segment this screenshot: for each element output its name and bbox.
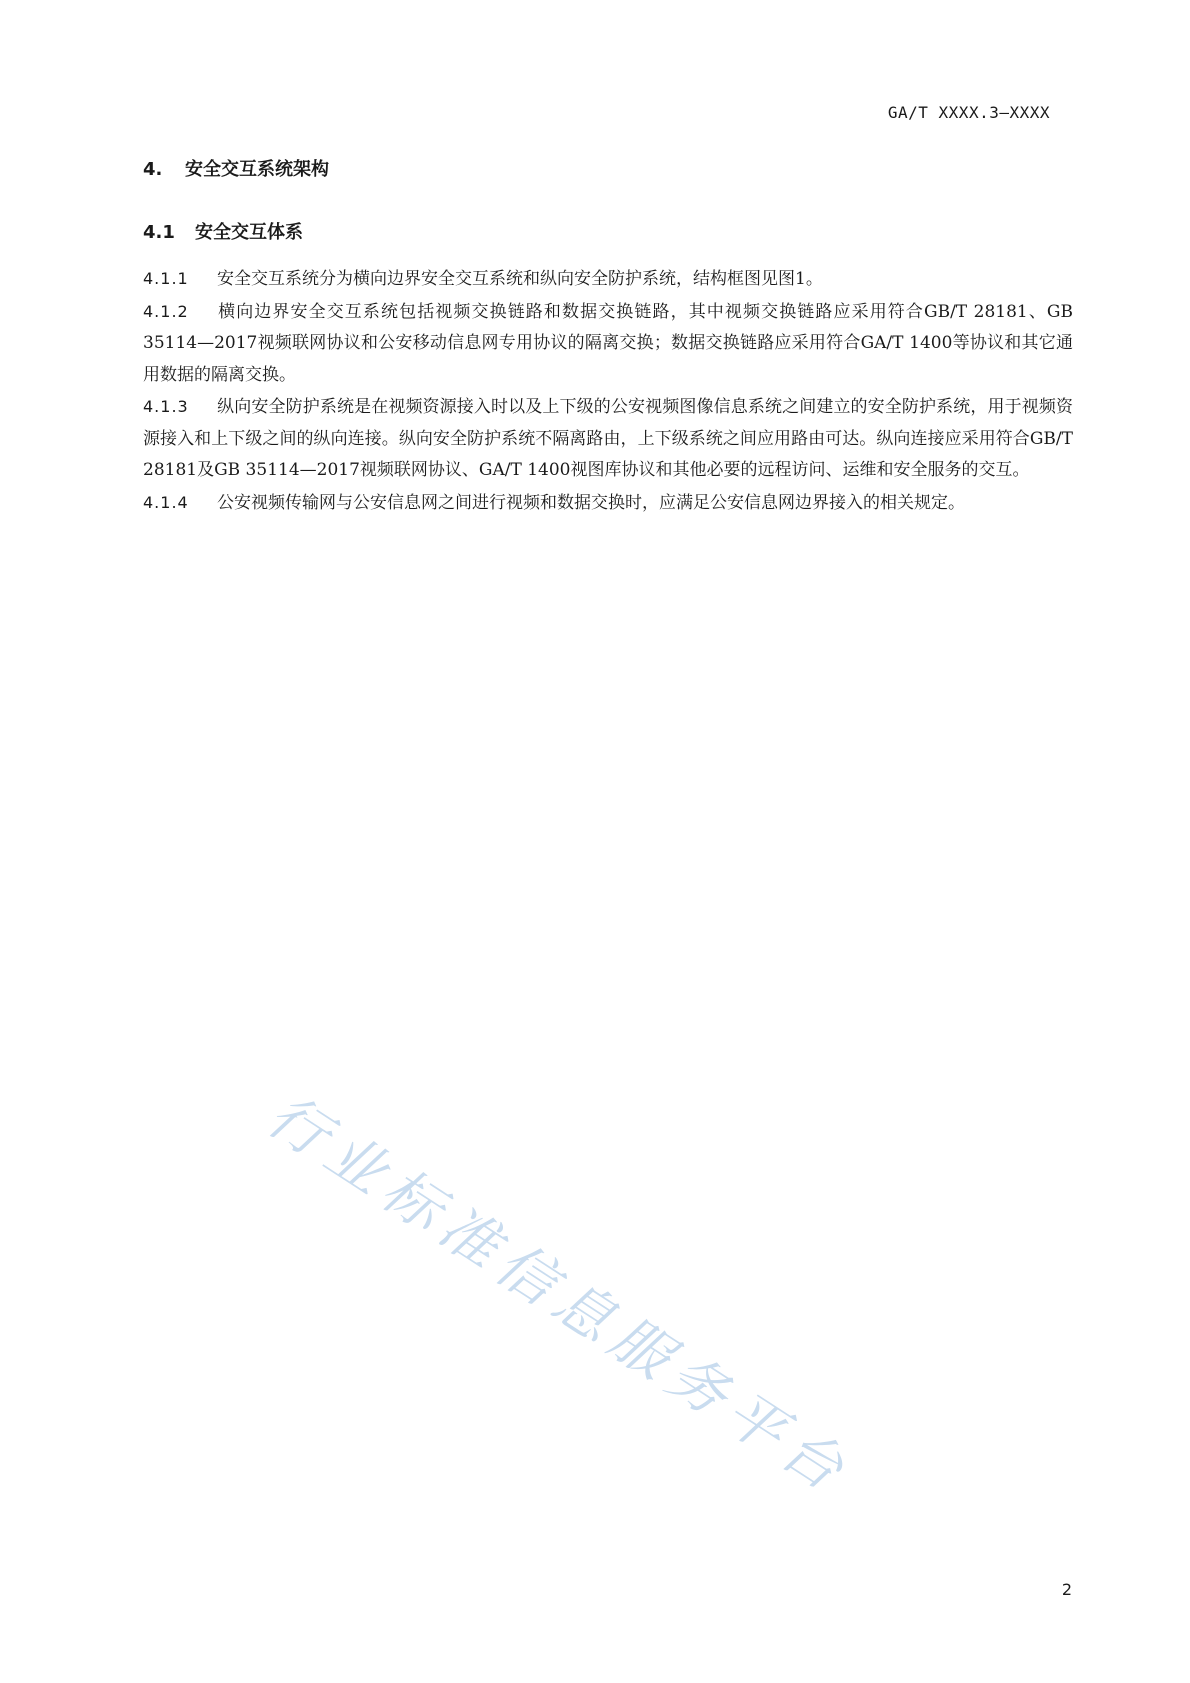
clause-number: 4.1.1 xyxy=(143,269,189,288)
watermark: 行业标准信息服务平台 xyxy=(255,1080,864,1509)
document-code: GA/T XXXX.3—XXXX xyxy=(887,103,1050,122)
clause-text: 安全交互系统分为横向边界安全交互系统和纵向安全防护系统，结构框图见图1。 xyxy=(217,269,823,289)
section-number: 4. xyxy=(143,159,163,180)
clause-text: 横向边界安全交互系统包括视频交换链路和数据交换链路，其中视频交换链路应采用符合GB/T 28181、GB 35114—2017视频联网协议和公安移动信息网专用协议的隔离交换；数据交换链路应采用符合GA/T 1400等协议和其它通用数据的隔离交换。 xyxy=(143,301,1073,385)
clause-paragraph xyxy=(143,296,1073,392)
subsection-heading xyxy=(143,218,303,244)
section-title: 安全交互系统架构 xyxy=(185,159,329,180)
clause-number: 4.1.3 xyxy=(143,397,189,416)
clause-text: 公安视频传输网与公安信息网之间进行视频和数据交换时，应满足公安信息网边界接入的相关规定。 xyxy=(217,492,965,513)
subsection-number: 4.1 xyxy=(143,222,175,243)
clause-body xyxy=(143,263,1073,519)
clause-number: 4.1.4 xyxy=(143,492,189,512)
clause-number: 4.1.2 xyxy=(143,301,189,321)
section-heading xyxy=(143,155,329,181)
page-number: 2 xyxy=(1061,1580,1072,1599)
clause-paragraph xyxy=(143,487,1073,520)
subsection-title: 安全交互体系 xyxy=(195,222,303,243)
clause-text: 纵向安全防护系统是在视频资源接入时以及上下级的公安视频图像信息系统之间建立的安全防护系统，用于视频资源接入和上下级之间的纵向连接。纵向安全防护系统不隔离路由，上下级系统之间应用路由可达。纵向连接应采用符合GB/T 28181及GB 35114—2017视频联网协议、GA/T 1400视图库协议和其他必要的远程访问、运维和安全服务的交互。 xyxy=(143,397,1073,480)
clause-paragraph xyxy=(143,391,1073,487)
clause-paragraph xyxy=(143,263,1073,296)
